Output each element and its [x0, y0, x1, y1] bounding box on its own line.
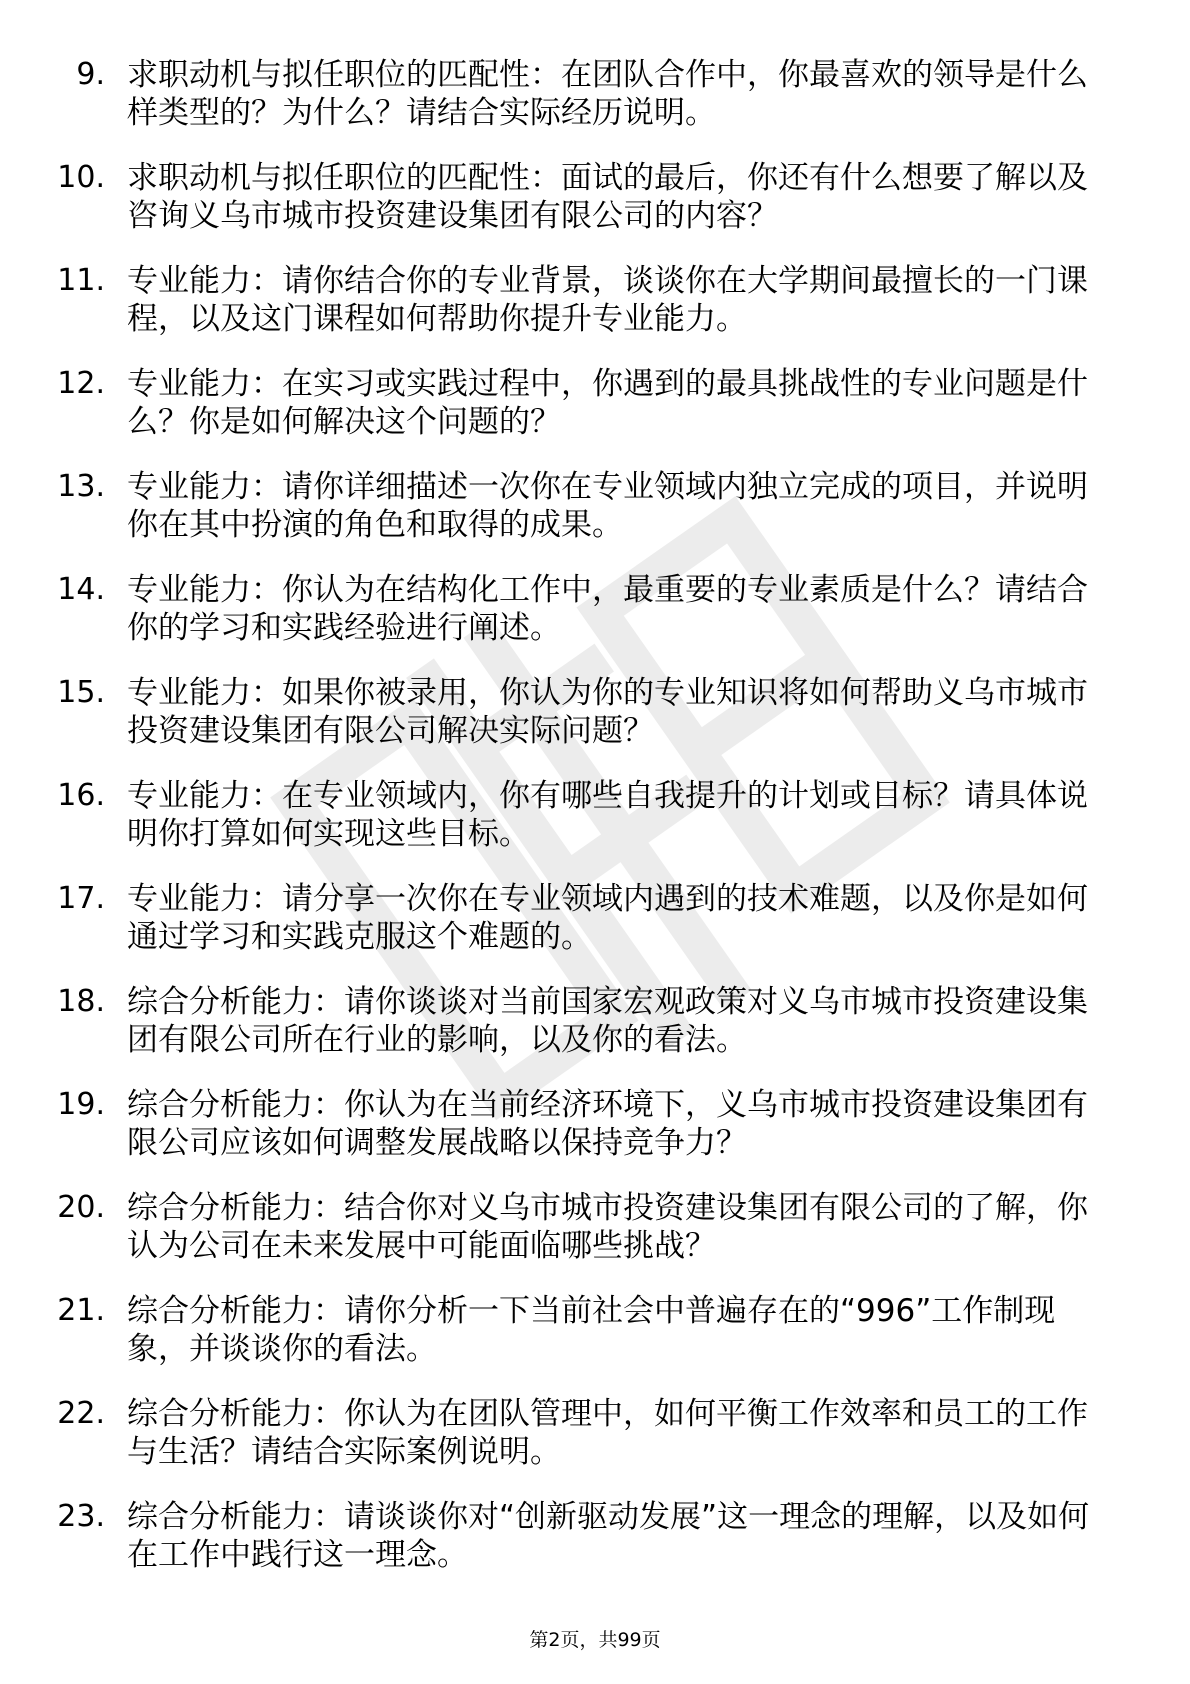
question-item	[0, 468, 1190, 571]
question-text: 综合分析能力：请谈谈你对“创新驱动发展”这一理念的理解，以及如何在工作中践行这一理念。	[127, 1499, 1090, 1573]
question-item	[0, 1498, 1190, 1601]
question-item	[0, 880, 1190, 983]
question-number: 20.	[57, 1190, 105, 1225]
question-text: 专业能力：请分享一次你在专业领域内遇到的技术难题，以及你是如何通过学习和实践克服这个难题的。	[127, 881, 1088, 955]
question-number: 21.	[57, 1293, 105, 1328]
question-number: 14.	[57, 572, 105, 607]
question-item	[0, 159, 1190, 262]
question-text: 专业能力：在实习或实践过程中，你遇到的最具挑战性的专业问题是什么？你是如何解决这个问题的？	[127, 366, 1088, 440]
question-item	[0, 56, 1190, 159]
question-item	[0, 1086, 1190, 1189]
question-number: 13.	[57, 469, 105, 504]
question-text: 综合分析能力：你认为在当前经济环境下，义乌市城市投资建设集团有限公司应该如何调整发展战略以保持竞争力？	[127, 1087, 1088, 1161]
question-item	[0, 1292, 1190, 1395]
question-list	[0, 56, 1190, 1601]
question-number: 17.	[57, 881, 105, 916]
question-text: 求职动机与拟任职位的匹配性：面试的最后，你还有什么想要了解以及咨询义乌市城市投资建设集团有限公司的内容？	[127, 160, 1088, 234]
question-number: 9.	[76, 57, 105, 92]
question-number: 22.	[57, 1396, 105, 1431]
question-number: 16.	[57, 778, 105, 813]
question-item	[0, 571, 1190, 674]
question-item	[0, 674, 1190, 777]
question-item	[0, 777, 1190, 880]
question-text: 综合分析能力：结合你对义乌市城市投资建设集团有限公司的了解，你认为公司在未来发展中可能面临哪些挑战？	[127, 1190, 1088, 1264]
question-item	[0, 1395, 1190, 1498]
question-text: 综合分析能力：请你分析一下当前社会中普遍存在的“996”工作制现象，并谈谈你的看法。	[127, 1293, 1056, 1367]
page-number-label: 第2页，共99页	[529, 1629, 661, 1651]
question-number: 15.	[57, 675, 105, 710]
question-number: 23.	[57, 1499, 105, 1534]
question-item	[0, 1189, 1190, 1292]
question-text: 专业能力：如果你被录用，你认为你的专业知识将如何帮助义乌市城市投资建设集团有限公司解决实际问题？	[127, 675, 1088, 749]
question-text: 综合分析能力：你认为在团队管理中，如何平衡工作效率和员工的工作与生活？请结合实际案例说明。	[127, 1396, 1088, 1470]
question-text: 专业能力：请你结合你的专业背景，谈谈你在大学期间最擅长的一门课程，以及这门课程如何帮助你提升专业能力。	[127, 263, 1088, 337]
question-text: 专业能力：请你详细描述一次你在专业领域内独立完成的项目，并说明你在其中扮演的角色和取得的成果。	[127, 469, 1088, 543]
question-number: 18.	[57, 984, 105, 1019]
question-text: 求职动机与拟任职位的匹配性：在团队合作中，你最喜欢的领导是什么样类型的？为什么？请结合实际经历说明。	[127, 57, 1088, 131]
question-number: 12.	[57, 366, 105, 401]
question-number: 11.	[57, 263, 105, 298]
question-number: 19.	[57, 1087, 105, 1122]
question-item	[0, 983, 1190, 1086]
page-footer	[0, 1628, 1190, 1652]
question-text: 综合分析能力：请你谈谈对当前国家宏观政策对义乌市城市投资建设集团有限公司所在行业的影响，以及你的看法。	[127, 984, 1088, 1058]
question-text: 专业能力：你认为在结构化工作中，最重要的专业素质是什么？请结合你的学习和实践经验进行阐述。	[127, 572, 1088, 646]
question-number: 10.	[57, 160, 105, 195]
question-text: 专业能力：在专业领域内，你有哪些自我提升的计划或目标？请具体说明你打算如何实现这些目标。	[127, 778, 1088, 852]
question-item	[0, 262, 1190, 365]
question-item	[0, 365, 1190, 468]
